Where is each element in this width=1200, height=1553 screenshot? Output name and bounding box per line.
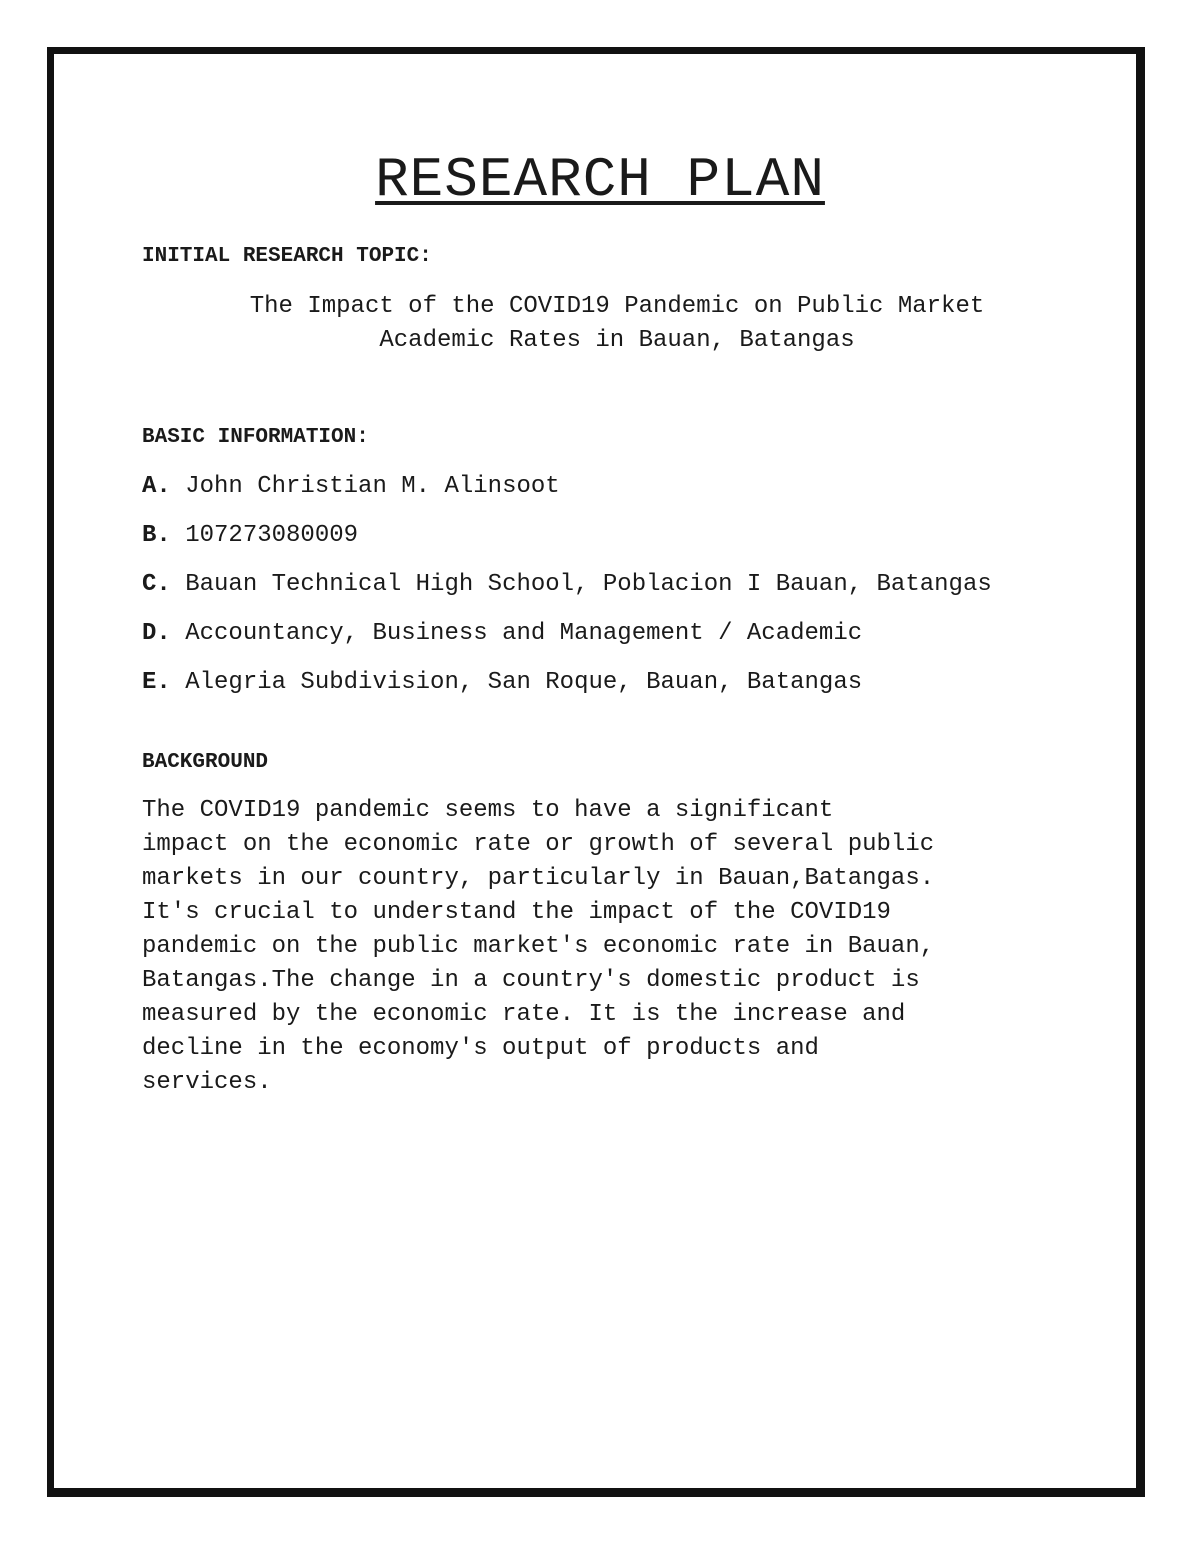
info-item-letter: C.	[142, 571, 171, 598]
initial-topic-heading: INITIAL RESEARCH TOPIC:	[142, 245, 432, 268]
info-item-name: John Christian M. Alinsoot	[170, 473, 560, 500]
info-item-strand: Accountancy, Business and Management / Academic	[170, 620, 863, 647]
initial-topic-text	[142, 290, 1082, 358]
info-item-a	[142, 470, 1082, 504]
info-item-address: Alegria Subdivision, San Roque, Bauan, Batangas	[170, 669, 863, 696]
info-item-letter: D.	[142, 620, 171, 647]
info-item-letter: B.	[142, 522, 171, 549]
info-item-d	[142, 617, 1082, 651]
info-item-b	[142, 519, 1082, 553]
document-body	[142, 240, 1082, 1100]
document-title	[0, 148, 1200, 212]
background-paragraph: The COVID19 pandemic seems to have a significant impact on the economic rate or growth of several public markets in our country, particularly in Bauan,Batangas. It's crucial to understand the impact of the COVID19 pandemic on the public market's economic rate in Bauan, Batangas.The change in a country's domestic product is measured by the economic rate. It is the increase and decline in the economy's output of products and services.	[142, 797, 935, 1096]
initial-topic-line-1: The Impact of the COVID19 Pandemic on Public Market	[249, 293, 985, 320]
info-item-school: Bauan Technical High School, Poblacion I Bauan, Batangas	[170, 571, 992, 598]
background-heading: BACKGROUND	[142, 751, 269, 774]
document-title-text: RESEARCH PLAN	[375, 148, 825, 212]
info-item-letter: A.	[142, 473, 171, 500]
basic-information-heading: BASIC INFORMATION:	[142, 426, 369, 449]
info-item-letter: E.	[142, 669, 171, 696]
info-item-e	[142, 666, 1082, 700]
info-item-lrn: 107273080009	[170, 522, 359, 549]
info-item-c	[142, 568, 1082, 602]
initial-topic-line-2: Academic Rates in Bauan, Batangas	[379, 327, 855, 354]
